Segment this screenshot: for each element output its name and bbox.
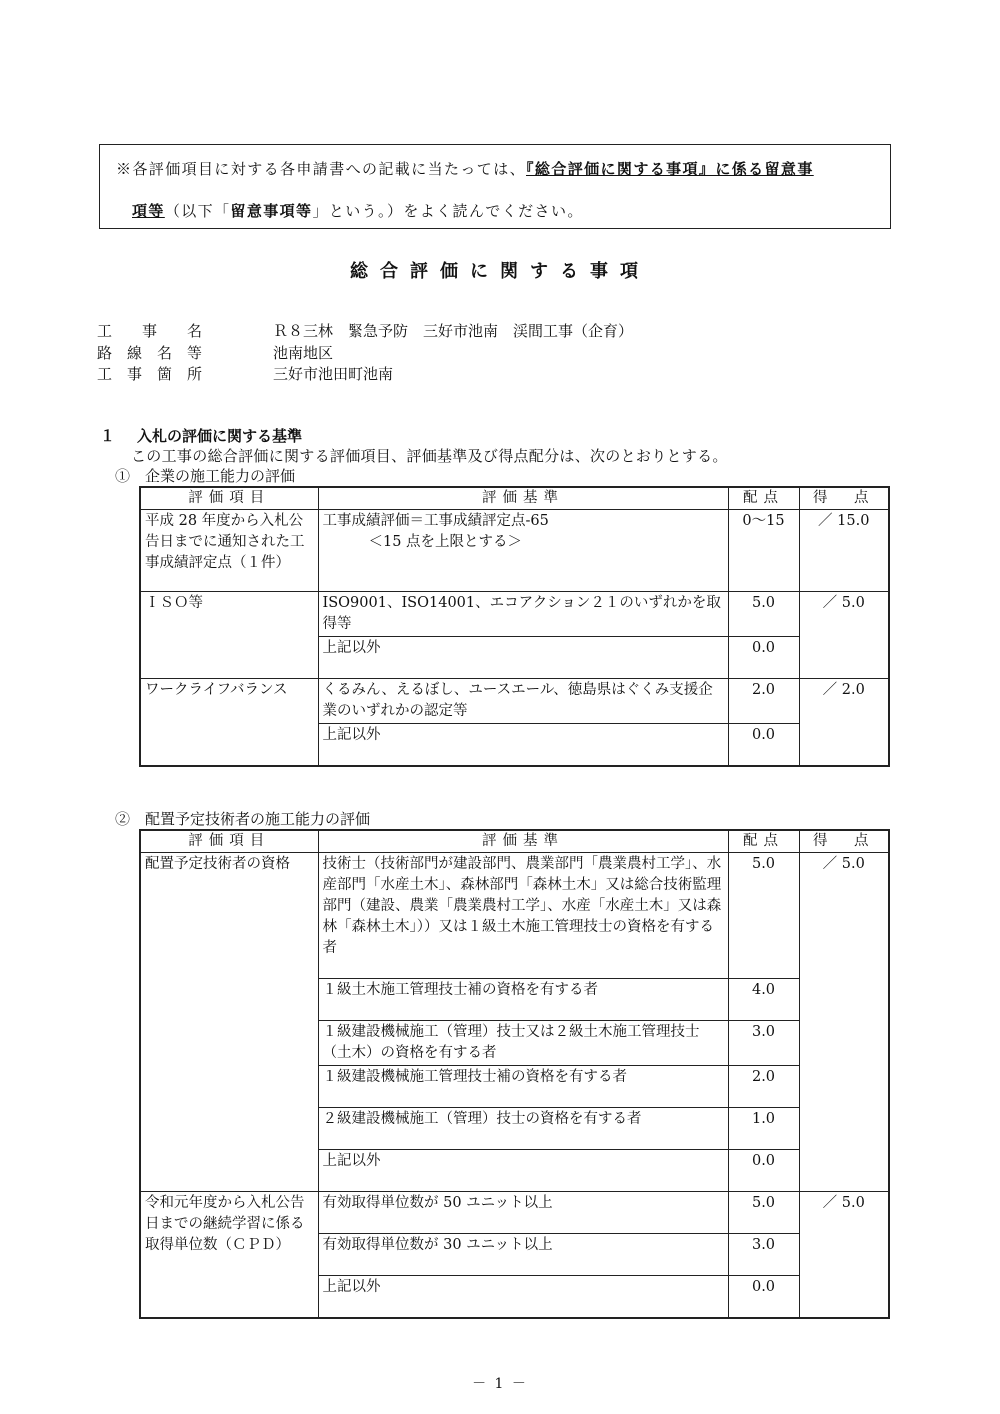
table-2-caption: ② 配置予定技術者の施工能力の評価 [115,810,371,828]
table-row: １級建設機械施工（管理）技士又は２級土木施工管理技士（土木）の資格を有する者 3.0 [140,1021,889,1066]
table-company-capability [139,486,890,767]
section-1-heading: １ 入札の評価に関する基準 [100,427,303,445]
table-header-row: 評価項目 評価基準 配点 得 点 [140,830,889,853]
notice-box [99,144,891,229]
notice-line-2: 項等（以下「留意事項等」という。）をよく読んでください。 [132,202,584,220]
table-row: 上記以外 0.0 [140,1150,889,1192]
section-1-intro: この工事の総合評価に関する評価項目、評価基準及び得点配分は、次のとおりとする。 [131,447,728,465]
info-row-route-name: 路 線 名 等 池南地区 [97,344,334,362]
info-row-location: 工 事 箇 所 三好市池田町池南 [97,365,394,383]
table-row: ワークライフバランス くるみん、えるぼし、ユースエール、徳島県はぐくみ支援企業のいずれかの認定等 2.0 ／ 2.0 [140,679,889,724]
document-title: 総合評価に関する事項 [350,261,650,282]
table-engineer-capability [139,829,890,1319]
table-1-caption: ① 企業の施工能力の評価 [115,467,296,485]
table-row: １級土木施工管理技士補の資格を有する者 4.0 [140,979,889,1021]
table-row: 上記以外 0.0 [140,724,889,766]
table-row: 上記以外 0.0 [140,1276,889,1318]
notice-line-1: ※各評価項目に対する各申請書への記載に当たっては、『総合評価に関する事項』に係る留意事 [116,160,814,178]
table-row: １級建設機械施工管理技士補の資格を有する者 2.0 [140,1066,889,1108]
table-row: 平成 28 年度から入札公告日までに通知された工事成績評定点（１件） 工事成績評価＝工事成績評定点-65 ＜15 点を上限とする＞ 0～15 ／ 15.0 [140,510,889,592]
table-row: 令和元年度から入札公告日までの継続学習に係る取得単位数（ＣＰＤ） 有効取得単位数が 50 ユニット以上 5.0 ／ 5.0 [140,1192,889,1234]
notice-emphasis: 『総合評価に関する事項』に係る留意事 [526,160,814,178]
table-row: ２級建設機械施工（管理）技士の資格を有する者 1.0 [140,1108,889,1150]
info-row-construction-name: 工 事 名 Ｒ８三林 緊急予防 三好市池南 渓間工事（企育） [97,322,634,340]
page-number: － 1 － [472,1376,528,1392]
table-header-row: 評価項目 評価基準 配点 得 点 [140,487,889,510]
table-row: ＩＳＯ等 ISO9001、ISO14001、エコアクション２１のいずれかを取得等 5.0 ／ 5.0 [140,592,889,637]
table-row: 配置予定技術者の資格 技術士（技術部門が建設部門、農業部門「農業農村工学」、水産部門「水産土木」、森林部門「森林土木」又は総合技術監理部門（建設、農業「農業農村工学」、水産「水産土木」又は森林「森林土木」））又は１級土木施工管理技士の資格を有する者 5.0 ／ 5.0 [140,853,889,979]
table-row: 有効取得単位数が 30 ユニット以上 3.0 [140,1234,889,1276]
table-row: 上記以外 0.0 [140,637,889,679]
